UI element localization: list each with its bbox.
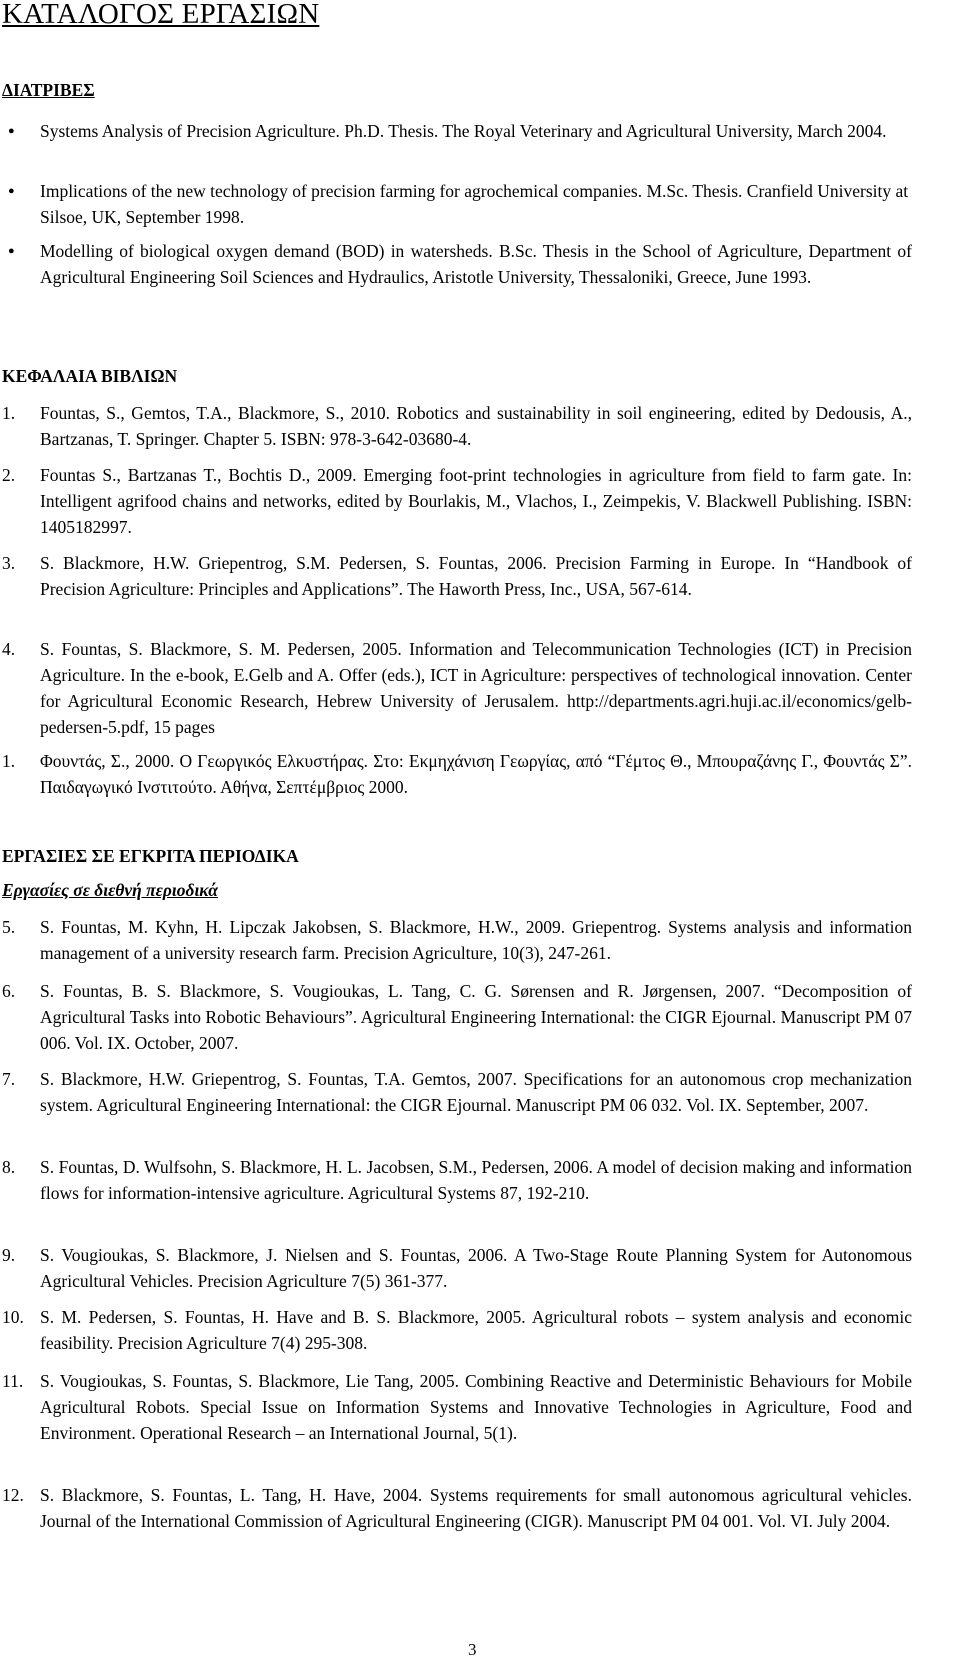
entry-number: 12. <box>2 1485 24 1505</box>
journal-entry: S. Vougioukas, S. Blackmore, J. Nielsen and S. Fountas, 2006. A Two-Stage Route Planning System for Autonomous Agricultural Vehicles. Precision Agriculture 7(5) 361-377. <box>40 1245 912 1291</box>
entry-number: 5. <box>2 917 16 937</box>
journal-entry: S. Fountas, M. Kyhn, H. Lipczak Jakobsen, S. Blackmore, H.W., 2009. Griepentrog. Systems analysis and information management of a university research farm. Precision Agriculture, 10(3), 247-261. <box>40 917 912 963</box>
entry-number: 7. <box>2 1069 16 1089</box>
entry-number: 8. <box>2 1157 16 1177</box>
entry-number: 6. <box>2 981 16 1001</box>
journal-entry: S. Blackmore, H.W. Griepentrog, S. Fountas, T.A. Gemtos, 2007. Specifications for an autonomous crop mechanization system. Agricultural Engineering International: the CIGR Ejournal. Manuscript PM 06 032. Vol. IX. September, 2007. <box>40 1069 912 1115</box>
chapter-entry: Fountas, S., Gemtos, T.A., Blackmore, S., 2010. Robotics and sustainability in soil engineering, edited by Dedousis, A., Bartzanas, T. Springer. Chapter 5. ISBN: 978-3-642-03680-4. <box>40 403 912 449</box>
entry-number: 4. <box>2 639 16 659</box>
journal-entry: S. Fountas, B. S. Blackmore, S. Vougioukas, L. Tang, C. G. Sørensen and R. Jørgensen, 2007. “Decomposition of Agricultural Tasks into Robotic Behaviours”. Agricultural Engineering International: the CIGR Ejournal. Manuscript PM 07 006. Vol. IX. October, 2007. <box>40 981 912 1053</box>
entry-number: 1. <box>2 403 16 423</box>
journal-entry: S. Blackmore, S. Fountas, L. Tang, H. Have, 2004. Systems requirements for small autonomous agricultural vehicles. Journal of the International Commission of Agricultural Engineering (CIGR). Manuscript PM 04 001. Vol. VI. July 2004. <box>40 1485 912 1531</box>
journal-entry: S. M. Pedersen, S. Fountas, H. Have and B. S. Blackmore, 2005. Agricultural robots – system analysis and economic feasibility. Precision Agriculture 7(4) 295-308. <box>40 1307 912 1353</box>
journal-entry: S. Vougioukas, S. Fountas, S. Blackmore, Lie Tang, 2005. Combining Reactive and Deterministic Behaviours for Mobile Agricultural Robots. Special Issue on Information Systems and Innovative Technologies in Agriculture, Food and Environment. Operational Research – an International Journal, 5(1). <box>40 1371 912 1443</box>
entry-number: 2. <box>2 465 16 485</box>
journal-entry: S. Fountas, D. Wulfsohn, S. Blackmore, H. L. Jacobsen, S.M., Pedersen, 2006. A model of decision making and information flows for information-intensive agriculture. Agricultural Systems 87, 192-210. <box>40 1157 912 1203</box>
bullet-icon: ● <box>8 185 15 197</box>
entry-number: 3. <box>2 553 16 573</box>
international-journals-subheading: Εργασίες σε διεθνή περιοδικά <box>2 880 218 900</box>
entry-number: 10. <box>2 1307 24 1327</box>
chapter-entry: Φουντάς, Σ., 2000. Ο Γεωργικός Ελκυστήρας. Στο: Εκμηχάνιση Γεωργίας, από “Γέμτος Θ., Μπουραζάνης Γ., Φουντάς Σ”. Παιδαγωγικό Ινστιτούτο. Αθήνα, Σεπτέμβριος 2000. <box>40 751 912 797</box>
entry-number: 1. <box>2 751 16 771</box>
document-title: ΚΑΤΑΛΟΓΟΣ ΕΡΓΑΣΙΩΝ <box>2 0 320 30</box>
thesis-item: Systems Analysis of Precision Agriculture. Ph.D. Thesis. The Royal Veterinary and Agricultural University, March 2004. <box>40 121 887 141</box>
chapter-entry: Fountas S., Bartzanas T., Bochtis D., 2009. Emerging foot-print technologies in agriculture from field to farm gate. In: Intelligent agrifood chains and networks, edited by Bourlakis, M., Vlachos, I., Zeimpekis, V. Blackwell Publishing. ISBN: 1405182997. <box>40 465 912 537</box>
journals-heading: ΕΡΓΑΣΙΕΣ ΣΕ ΕΓΚΡΙΤΑ ΠΕΡΙΟΔΙΚΑ <box>2 846 299 866</box>
page-number: 3 <box>468 1640 477 1659</box>
entry-number: 11. <box>2 1371 24 1391</box>
theses-heading: ΔΙΑΤΡΙΒΕΣ <box>2 80 95 100</box>
thesis-item: Implications of the new technology of precision farming for agrochemical companies. M.Sc. Thesis. Cranfield University at Silsoe, UK, September 1998. <box>40 181 909 227</box>
entry-number: 9. <box>2 1245 16 1265</box>
bullet-icon: ● <box>8 245 15 257</box>
book-chapters-heading: ΚΕΦΑΛΑΙΑ ΒΙΒΛΙΩΝ <box>2 366 178 386</box>
chapter-entry: S. Fountas, S. Blackmore, S. M. Pedersen, 2005. Information and Telecommunication Technologies (ICT) in Precision Agriculture. In the e-book, E.Gelb and A. Offer (eds.), ICT in Agriculture: perspectives of technological innovation. Center for Agricultural Economic Research, Hebrew University of Jerusalem. http://departments.agri.huji.ac.il/economics/gelb-pedersen-5.pdf, 15 pages <box>40 639 912 737</box>
bullet-icon: ● <box>8 125 15 137</box>
thesis-item: Modelling of biological oxygen demand (BOD) in watersheds. B.Sc. Thesis in the School of Agriculture, Department of Agricultural Engineering Soil Sciences and Hydraulics, Aristotle University, Thessaloniki, Greece, June 1993. <box>40 241 912 287</box>
chapter-entry: S. Blackmore, H.W. Griepentrog, S.M. Pedersen, S. Fountas, 2006. Precision Farming in Europe. In “Handbook of Precision Agriculture: Principles and Applications”. The Haworth Press, Inc., USA, 567-614. <box>40 553 912 599</box>
